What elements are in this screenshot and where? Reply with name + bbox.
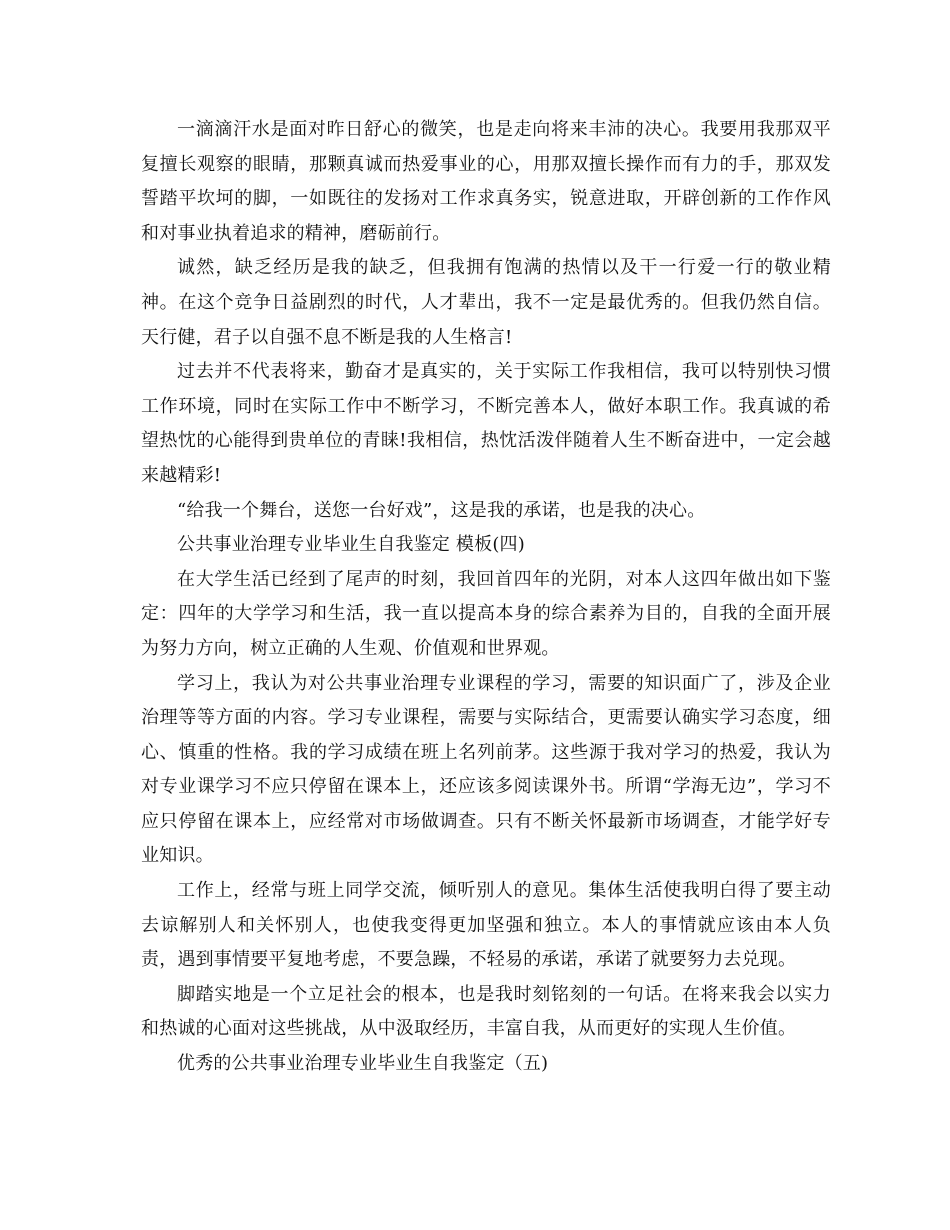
paragraph-1: 一滴滴汗水是面对昨日舒心的微笑，也是走向将来丰沛的决心。我要用我那双平复擅长观察的眼睛，那颗真诚而热爱事业的心，用那双擅长操作而有力的手，那双发誓踏平坎坷的脚，一如既往的发扬对工作求真务实，锐意进取，开辟创新的工作作风和对事业执着追求的精神，磨砺前行。 [141, 119, 831, 244]
paragraph-5: 在大学生活已经到了尾声的时刻，我回首四年的光阴，对本人这四年做出如下鉴定：四年的大学学习和生活，我一直以提高本身的综合素养为目的，自我的全面开展为努力方向，树立正确的人生观、价值观和世界观。 [141, 568, 831, 659]
paragraph-2: 诚然，缺乏经历是我的缺乏，但我拥有饱满的热情以及干一行爱一行的敬业精神。在这个竞争日益剧烈的时代，人才辈出，我不一定是最优秀的。但我仍然自信。天行健，君子以自强不息不断是我的人生格言! [141, 257, 831, 348]
section-heading-4: 公共事业治理专业毕业生自我鉴定 模板(四) [177, 534, 525, 556]
paragraph-7: 工作上，经常与班上同学交流，倾听别人的意见。集体生活使我明白得了要主动去谅解别人和关怀别人，也使我变得更加坚强和独立。本人的事情就应该由本人负责，遇到事情要平复地考虑，不要急躁，不轻易的承诺，承诺了就要努力去兑现。 [141, 880, 831, 971]
paragraph-4: “给我一个舞台，送您一台好戏”，这是我的承诺，也是我的决心。 [177, 499, 706, 521]
document-body [141, 113, 831, 1082]
paragraph-8: 脚踏实地是一个立足社会的根本，也是我时刻铭刻的一句话。在将来我会以实力和热诚的心面对这些挑战，从中汲取经历，丰富自我，从而更好的实现人生价值。 [141, 983, 831, 1040]
paragraph-6: 学习上，我认为对公共事业治理专业课程的学习，需要的知识面广了，涉及企业治理等等方面的内容。学习专业课程，需要与实际结合，更需要认确实学习态度，细心、慎重的性格。我的学习成绩在班上名列前茅。这些源于我对学习的热爱，我认为对专业课学习不应只停留在课本上，还应该多阅读课外书。所谓“学海无边”，学习不应只停留在课本上，应经常对市场做调查。只有不断关怀最新市场调查，才能学好专业知识。 [141, 672, 831, 867]
paragraph-3: 过去并不代表将来，勤奋才是真实的，关于实际工作我相信，我可以特别快习惯工作环境，同时在实际工作中不断学习，不断完善本人，做好本职工作。我真诚的希望热忱的心能得到贵单位的青睐!我相信，热忱活泼伴随着人生不断奋进中，一定会越来越精彩! [141, 361, 831, 486]
section-heading-5: 优秀的公共事业治理专业毕业生自我鉴定（五) [177, 1053, 549, 1075]
